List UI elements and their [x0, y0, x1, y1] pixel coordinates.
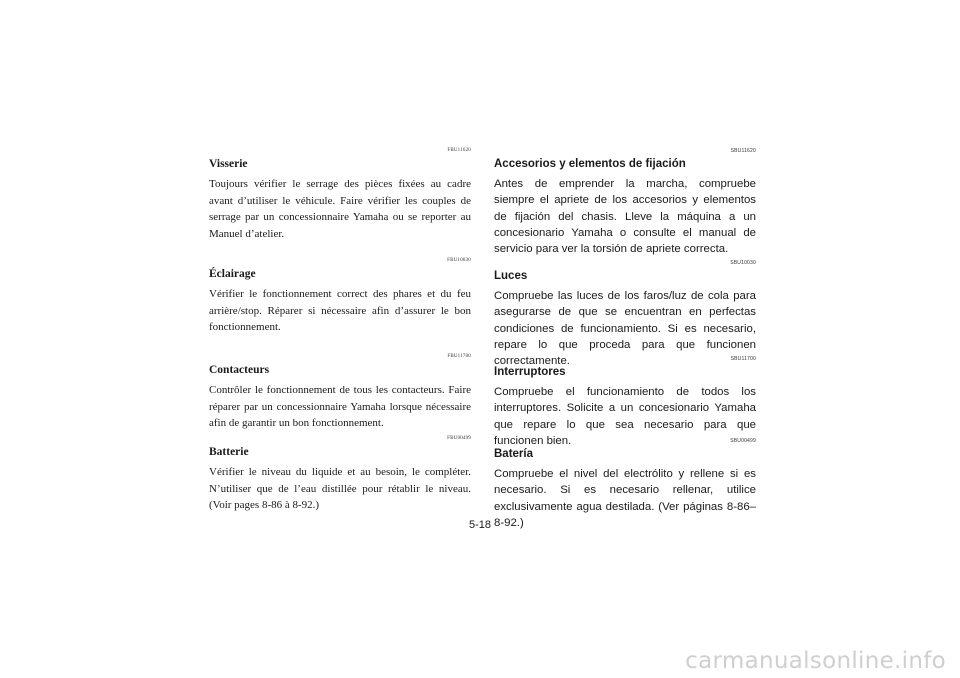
- section-interruptores: [494, 356, 756, 449]
- section-heading: Luces: [494, 270, 528, 282]
- page-number: 5-18: [468, 519, 492, 531]
- section-code: SBU11620: [730, 148, 756, 154]
- section-body: Compruebe las luces de los faros/luz de cola para asegurarse de que se encuentran en perfectas condiciones de funcionamiento. Si es necesario, repare lo que proceda para que funcionen correctamente.: [494, 290, 756, 368]
- section-heading: Éclairage: [209, 268, 256, 280]
- section-body: Toujours vérifier le serrage des pièces fixées au cadre avant d’utiliser le véhicule. Faire vérifier les couples de serrage par un concessionnaire Yamaha ou se reporter au Manuel d’atelier.: [209, 178, 471, 240]
- section-body: Compruebe el funcionamiento de todos los interruptores. Solicite a un concesionario Yamaha que repare lo que sea necesario para que funcionen bien.: [494, 386, 756, 447]
- section-visserie: [209, 148, 471, 242]
- section-bateria: [494, 438, 756, 531]
- section-body: Vérifier le niveau du liquide et au besoin, le compléter. N’utiliser que de l’eau distillée pour rétablir le niveau. (Voir pages 8-86 à 8-92.): [209, 466, 471, 511]
- section-heading: Visserie: [209, 158, 248, 170]
- section-luces: [494, 260, 756, 369]
- section-heading: Accesorios y elementos de fijación: [494, 158, 686, 170]
- section-heading: Contacteurs: [209, 364, 270, 376]
- section-code: SBU10030: [730, 260, 756, 266]
- watermark: carmanualsonline.info: [685, 648, 946, 674]
- section-batterie: [209, 436, 471, 514]
- section-body: Contrôler le fonctionnement de tous les contacteurs. Faire réparer par un concessionnaire Yamaha lorsque nécessaire afin de garantir un bon fonctionnement.: [209, 384, 471, 429]
- section-code: FBU11700: [447, 354, 471, 359]
- section-body: Antes de emprender la marcha, compruebe siempre el apriete de los accesorios y elementos de fijación del chasis. Lleve la máquina a un concesionario Yamaha o consulte el manual de servicio para ver la torsión de apriete correcta.: [494, 178, 756, 256]
- section-heading: Interruptores: [494, 366, 566, 378]
- section-body: Compruebe el nivel del electrólito y rellene si es necesario. Si es necesario rellenar, utilice exclusivamente agua destilada. (Ver páginas 8-86–8-92.): [494, 468, 756, 529]
- section-eclairage: [209, 258, 471, 336]
- section-accesorios: [494, 148, 756, 257]
- section-code: FBU11620: [447, 148, 471, 153]
- section-code: SBU00499: [730, 438, 756, 444]
- section-body: Vérifier le fonctionnement correct des phares et du feu arrière/stop. Réparer si nécessaire afin d’assurer le bon fonctionnement.: [209, 288, 471, 333]
- section-heading: Batterie: [209, 446, 249, 458]
- section-code: FBU00499: [447, 436, 471, 441]
- section-contacteurs: [209, 354, 471, 432]
- section-heading: Batería: [494, 448, 533, 460]
- section-code: FBU10030: [447, 258, 471, 263]
- section-code: SBU11700: [730, 356, 756, 362]
